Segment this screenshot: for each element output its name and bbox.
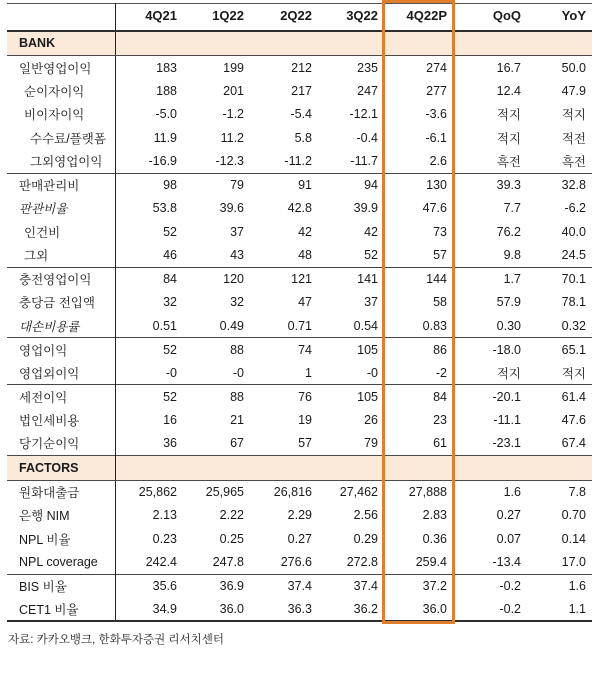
cell-value: -12.3 [215,154,244,168]
cell-value: -0.4 [356,130,378,145]
cell-value: 50.0 [561,60,586,75]
table-row [7,173,592,197]
table-row [7,267,592,291]
row-label: BIS 비율 [7,574,115,598]
table-row [7,361,592,385]
row-label: 영업외이익 [7,361,115,385]
cell-value: 130 [384,173,453,197]
cell-value: 79 [183,173,250,197]
cell-value: 74 [250,338,318,362]
section-band-cell [453,455,527,480]
cell-value: 2.6 [429,154,447,168]
cell-value: 11.9 [153,130,177,145]
table-row [7,291,592,315]
cell-value: 47.6 [561,412,586,427]
row-label: 당기순이익 [7,432,115,456]
section-band-cell [115,31,183,56]
section-band [7,455,592,480]
section-band-cell [183,455,250,480]
cell-value: 0.32 [561,318,586,333]
cell-value: 76 [250,385,318,409]
cell-value: -3.6 [425,107,447,122]
cell-value: 70.1 [527,267,592,291]
row-label: NPL 비율 [7,527,115,551]
table-row [7,504,592,528]
cell-value: 7.8 [568,485,586,499]
section-band-cell [250,455,318,480]
cell-value: 23 [433,412,447,427]
table-body [7,31,592,622]
row-label: 세전이익 [7,385,115,409]
cell-value: 37 [364,295,378,310]
cell-value: -20.1 [453,385,527,409]
cell-value: -5.0 [155,107,177,122]
cell-value: 27,888 [408,485,447,499]
cell-value: 40.0 [561,224,586,239]
column-header: 3Q22 [318,4,384,31]
row-label: 은행 NIM [7,504,115,528]
cell-value: 242.4 [145,555,177,569]
row-label: 그외 [7,244,115,268]
cell-value: -0.2 [453,598,527,622]
cell-value: -11.1 [493,412,521,427]
row-label: 인건비 [7,220,115,244]
cell-value: 212 [291,60,312,75]
cell-value: 57.9 [496,295,521,310]
cell-value: 2.83 [422,508,447,523]
cell-value: 259.4 [415,555,447,569]
cell-value: 46 [163,248,177,262]
cell-value: 5.8 [294,130,312,145]
cell-value: 52 [163,224,177,239]
cell-value: 34.9 [115,598,183,622]
cell-value: 98 [115,173,183,197]
cell-value: -12.1 [349,107,378,122]
section-title: FACTORS [7,455,115,480]
cell-value: 적지 [561,366,586,381]
cell-value: 48 [298,248,312,262]
cell-value: 67 [230,436,244,450]
cell-value: -0 [232,365,244,380]
section-band-cell [115,455,183,480]
cell-value: 12.4 [496,83,521,98]
cell-value: 58 [433,295,447,310]
header-row [7,4,592,31]
row-label: 충당금 전입액 [7,291,115,315]
cell-value: 0.30 [496,318,521,333]
cell-value: -5.4 [290,107,312,122]
cell-value: 47 [298,295,312,310]
cell-value: 84 [384,385,453,409]
cell-value: 42 [364,224,378,239]
cell-value: 36 [163,436,177,450]
cell-value: -0 [366,365,378,380]
cell-value: 27,462 [339,485,378,499]
cell-value: 76.2 [496,224,521,239]
section-title: BANK [7,31,115,56]
cell-value: 적지 [496,366,521,381]
cell-value: -13.4 [492,555,521,569]
section-band-cell [318,31,384,56]
cell-value: 57 [433,248,447,262]
section-band-cell [183,31,250,56]
cell-value: 47.6 [422,201,447,216]
cell-value: -6.1 [425,130,447,145]
cell-value: 199 [223,60,244,75]
row-label: 일반영업이익 [7,56,115,80]
cell-value: 144 [384,267,453,291]
cell-value: 21 [230,412,244,427]
cell-value: 적지 [496,108,521,123]
cell-value: 1.7 [453,267,527,291]
column-header: YoY [527,4,592,31]
cell-value: 86 [384,338,453,362]
cell-value: 274 [426,60,447,75]
cell-value: 53.8 [152,201,177,216]
cell-value: 36.2 [318,598,384,622]
row-label: 비이자이익 [7,103,115,127]
report-page [0,3,600,673]
row-label: 그외영업이익 [7,150,115,174]
table-row [7,574,592,598]
cell-value: 88 [183,338,250,362]
cell-value: 78.1 [561,295,586,310]
section-band-cell [453,31,527,56]
cell-value: 2.56 [353,508,378,523]
cell-value: 73 [433,224,447,239]
cell-value: 1.6 [527,574,592,598]
cell-value: 36.9 [183,574,250,598]
table-row [7,551,592,575]
cell-value: 235 [357,60,378,75]
table-row [7,527,592,551]
cell-value: 37.4 [318,574,384,598]
cell-value: 16 [163,412,177,427]
row-label: CET1 비율 [7,598,115,622]
cell-value: 0.07 [496,531,521,546]
cell-value: 247 [357,83,378,98]
cell-value: 2.22 [219,508,244,523]
cell-value: 217 [291,83,312,98]
cell-value: -0 [165,365,177,380]
cell-value: 0.23 [152,531,177,546]
cell-value: 201 [223,83,244,98]
financial-table [7,3,592,622]
table-row [7,598,592,622]
table-header [7,4,592,31]
cell-value: 39.9 [353,201,378,216]
section-band [7,31,592,56]
cell-value: 141 [318,267,384,291]
cell-value: 37.4 [250,574,318,598]
cell-value: 2.13 [152,508,177,523]
row-label: 대손비용률 [7,314,115,338]
table-row [7,480,592,504]
cell-value: 188 [156,83,177,98]
cell-value: 35.6 [115,574,183,598]
row-label: 수수료/플랫폼 [7,126,115,150]
cell-value: 61.4 [527,385,592,409]
cell-value: 61 [433,436,447,450]
cell-value: 1 [305,365,312,380]
cell-value: 25,965 [205,485,244,499]
cell-value: -11.2 [284,154,312,168]
cell-value: 277 [426,83,447,98]
section-band-cell [384,31,453,56]
cell-value: 흑전 [561,155,586,169]
cell-value: 0.70 [561,508,586,523]
cell-value: 79 [364,436,378,450]
cell-value: 91 [250,173,318,197]
cell-value: 65.1 [527,338,592,362]
cell-value: -2 [435,365,447,380]
cell-value: 52 [115,338,183,362]
row-label: 충전영업이익 [7,267,115,291]
cell-value: 37.2 [384,574,453,598]
row-label: 원화대출금 [7,480,115,504]
cell-value: 120 [183,267,250,291]
cell-value: 94 [318,173,384,197]
table-row [7,385,592,409]
cell-value: 43 [230,248,244,262]
table-row [7,220,592,244]
table-row [7,244,592,268]
cell-value: 39.3 [453,173,527,197]
cell-value: -18.0 [453,338,527,362]
cell-value: 적지 [561,108,586,123]
row-label: 순이자이익 [7,79,115,103]
cell-value: -11.7 [350,154,378,168]
header-cell-label [7,4,115,31]
cell-value: 0.83 [422,318,447,333]
cell-value: 적전 [561,131,586,146]
cell-value: 183 [156,60,177,75]
cell-value: 11.2 [220,130,244,145]
cell-value: 105 [318,385,384,409]
table-row [7,126,592,150]
cell-value: -1.2 [222,107,244,122]
cell-value: 0.27 [496,508,521,523]
cell-value: 36.0 [183,598,250,622]
cell-value: 32 [230,295,244,310]
cell-value: 0.27 [287,531,312,546]
row-label: 판매관리비 [7,173,115,197]
cell-value: 0.14 [561,531,586,546]
cell-value: 0.71 [287,318,312,333]
cell-value: -16.9 [148,154,177,168]
cell-value: 36.3 [250,598,318,622]
table-row [7,408,592,432]
table-row [7,197,592,221]
cell-value: 25,862 [138,485,177,499]
cell-value: 32 [163,295,177,310]
cell-value: 67.4 [561,436,586,450]
cell-value: 1.1 [527,598,592,622]
row-label: 법인세비용 [7,408,115,432]
table-row [7,314,592,338]
cell-value: 1.6 [503,485,521,499]
cell-value: 0.51 [152,318,177,333]
cell-value: 2.29 [287,508,312,523]
row-label: 판관비율 [7,197,115,221]
row-label: 영업이익 [7,338,115,362]
cell-value: 272.8 [346,555,378,569]
cell-value: 0.49 [219,318,244,333]
cell-value: 0.36 [422,531,447,546]
section-band-cell [318,455,384,480]
cell-value: 적지 [496,131,521,146]
cell-value: 57 [298,436,312,450]
cell-value: 19 [298,412,312,427]
cell-value: 39.6 [219,201,244,216]
cell-value: 276.6 [280,555,312,569]
table-row [7,56,592,80]
table-row [7,79,592,103]
column-header: 4Q22P [384,4,453,31]
cell-value: 105 [318,338,384,362]
row-label: NPL coverage [7,551,115,575]
table-row [7,103,592,127]
cell-value: 9.8 [503,248,521,262]
cell-value: 7.7 [503,201,521,216]
source-note: 자료: 카카오뱅크, 한화투자증권 리서치센터 [8,634,224,646]
cell-value: 0.29 [353,531,378,546]
column-header: 2Q22 [250,4,318,31]
cell-value: -23.1 [492,436,521,450]
cell-value: -6.2 [564,201,586,216]
cell-value: 26,816 [273,485,312,499]
column-header: QoQ [453,4,527,31]
section-band-cell [250,31,318,56]
section-band-cell [384,455,453,480]
cell-value: 26 [364,412,378,427]
table-row [7,150,592,174]
cell-value: 84 [115,267,183,291]
column-header: 4Q21 [115,4,183,31]
section-band-cell [527,31,592,56]
cell-value: 16.7 [496,60,521,75]
cell-value: 247.8 [212,555,244,569]
section-band-cell [527,455,592,480]
cell-value: 흑전 [496,155,521,169]
cell-value: 0.54 [353,318,378,333]
cell-value: 0.25 [219,531,244,546]
cell-value: 37 [230,224,244,239]
cell-value: -0.2 [453,574,527,598]
cell-value: 52 [364,248,378,262]
cell-value: 42.8 [287,201,312,216]
column-header: 1Q22 [183,4,250,31]
cell-value: 52 [115,385,183,409]
cell-value: 24.5 [561,248,586,262]
cell-value: 47.9 [561,83,586,98]
cell-value: 36.0 [384,598,453,622]
cell-value: 121 [250,267,318,291]
cell-value: 42 [298,224,312,239]
table-row [7,432,592,456]
table-row [7,338,592,362]
cell-value: 32.8 [527,173,592,197]
cell-value: 88 [183,385,250,409]
cell-value: 17.0 [561,555,586,569]
